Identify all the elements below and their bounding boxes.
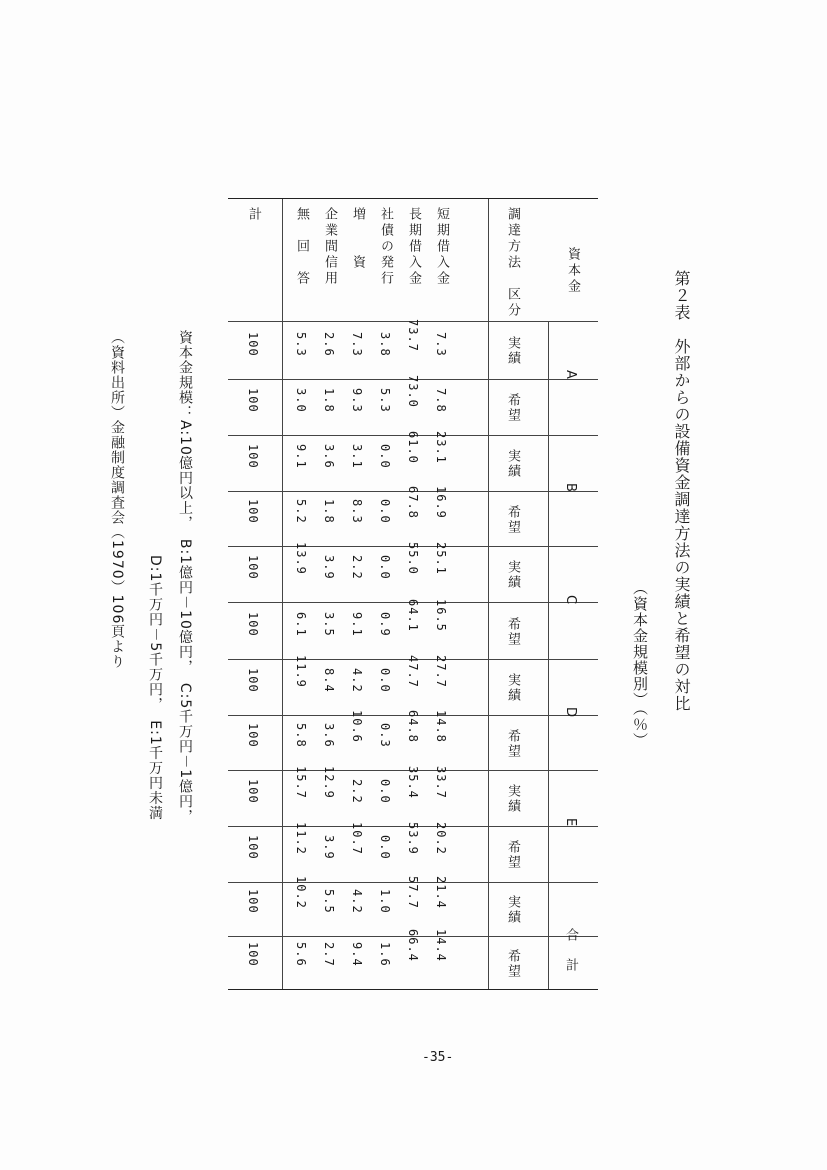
table-cell: 14.4 bbox=[434, 929, 448, 962]
table-cell: 53.9 bbox=[406, 822, 420, 855]
table-cell: 1.8 bbox=[322, 388, 336, 413]
table-cell: 16.5 bbox=[434, 599, 448, 632]
table-cell: 1.0 bbox=[378, 889, 392, 914]
table-cell: 11.2 bbox=[294, 822, 308, 855]
table-cell: 7.3 bbox=[434, 332, 448, 357]
table-cell: 66.4 bbox=[406, 929, 420, 962]
table-cell: 1.8 bbox=[322, 499, 336, 524]
table-cell: 1.6 bbox=[378, 942, 392, 967]
table-cell: 5.6 bbox=[294, 942, 308, 967]
column-subheader: 実績 bbox=[505, 673, 520, 703]
table-cell: 9.1 bbox=[350, 612, 364, 637]
corner-method-label: 調達方法 区分 bbox=[505, 207, 520, 319]
grid-line bbox=[548, 321, 549, 989]
table-cell: 61.0 bbox=[406, 431, 420, 464]
table-cell: 3.9 bbox=[322, 555, 336, 580]
table-cell: 0.0 bbox=[378, 668, 392, 693]
table-cell: 100 bbox=[246, 723, 260, 748]
table-cell: 35.4 bbox=[406, 766, 420, 799]
group-header: E bbox=[563, 818, 578, 829]
row-label: 社債の発行 bbox=[378, 207, 393, 287]
table-cell: 100 bbox=[246, 555, 260, 580]
table-cell: 3.5 bbox=[322, 612, 336, 637]
column-subheader: 実績 bbox=[505, 336, 520, 366]
table-cell: 0.9 bbox=[378, 612, 392, 637]
corner-capital-label: 資本金 bbox=[565, 247, 580, 295]
table-cell: 100 bbox=[246, 388, 260, 413]
column-subheader: 実績 bbox=[505, 895, 520, 925]
table-cell: 8.3 bbox=[350, 499, 364, 524]
table-cell: 9.3 bbox=[350, 388, 364, 413]
table-cell: 16.9 bbox=[434, 486, 448, 519]
column-subheader: 希望 bbox=[505, 728, 520, 759]
note-line-1: 資本金規模：A:10億円以上， B:1億円－10億円， C:5千万円－1億円， bbox=[177, 330, 193, 825]
column-subheader: 希望 bbox=[505, 504, 520, 535]
table-cell: 20.2 bbox=[434, 822, 448, 855]
column-subheader: 実績 bbox=[505, 449, 520, 479]
table-cell: 14.8 bbox=[434, 710, 448, 743]
table-cell: 5.3 bbox=[294, 332, 308, 357]
table-cell: 3.1 bbox=[350, 444, 364, 469]
table-cell: 21.4 bbox=[434, 876, 448, 909]
row-label: 短期借入金 bbox=[434, 207, 449, 287]
table-cell: 100 bbox=[246, 668, 260, 693]
table-cell: 0.0 bbox=[378, 779, 392, 804]
table-cell: 5.3 bbox=[378, 388, 392, 413]
grid-line bbox=[488, 199, 489, 989]
table-cell: 8.4 bbox=[322, 668, 336, 693]
table-cell: 100 bbox=[246, 835, 260, 860]
note-line-2: D:1千万円－5千万円， E:1千万円未満 bbox=[147, 555, 163, 821]
table-cell: 100 bbox=[246, 889, 260, 914]
table-cell: 2.2 bbox=[350, 555, 364, 580]
table-cell: 3.8 bbox=[378, 332, 392, 357]
table-cell: 64.8 bbox=[406, 710, 420, 743]
table-cell: 0.0 bbox=[378, 499, 392, 524]
table-cell: 100 bbox=[246, 779, 260, 804]
table-title: 第２表 外部からの設備資金調達方法の実績と希望の対比 bbox=[672, 270, 691, 712]
table-cell: 67.8 bbox=[406, 486, 420, 519]
table-cell: 9.1 bbox=[294, 444, 308, 469]
group-header: A bbox=[563, 370, 578, 381]
table-subtitle: （資本金規模別）（％） bbox=[631, 580, 649, 749]
table-cell: 0.3 bbox=[378, 723, 392, 748]
table-cell: 100 bbox=[246, 332, 260, 357]
row-label: 無 回 答 bbox=[294, 207, 309, 287]
table-cell: 9.4 bbox=[350, 942, 364, 967]
table-cell: 2.6 bbox=[322, 332, 336, 357]
table-cell: 7.3 bbox=[350, 332, 364, 357]
row-label: 長期借入金 bbox=[406, 207, 421, 287]
table-cell: 10.2 bbox=[294, 876, 308, 909]
table-cell: 57.7 bbox=[406, 876, 420, 909]
page-number: -35- bbox=[422, 1050, 454, 1065]
table-cell: 27.7 bbox=[434, 655, 448, 688]
table-cell: 3.0 bbox=[294, 388, 308, 413]
group-header: 合 計 bbox=[563, 927, 578, 973]
table-cell: 11.9 bbox=[294, 655, 308, 688]
table-cell: 2.7 bbox=[322, 942, 336, 967]
group-header: B bbox=[563, 482, 578, 494]
column-subheader: 実績 bbox=[505, 784, 520, 814]
data-table bbox=[228, 198, 598, 990]
grid-line bbox=[282, 199, 283, 989]
table-cell: 0.0 bbox=[378, 555, 392, 580]
table-cell: 6.1 bbox=[294, 612, 308, 637]
table-cell: 10.6 bbox=[350, 710, 364, 743]
table-cell: 100 bbox=[246, 612, 260, 637]
table-cell: 3.6 bbox=[322, 723, 336, 748]
table-cell: 2.2 bbox=[350, 779, 364, 804]
table-cell: 10.7 bbox=[350, 822, 364, 855]
group-header: C bbox=[563, 594, 578, 606]
table-cell: 13.9 bbox=[294, 542, 308, 575]
table-cell: 12.9 bbox=[322, 766, 336, 799]
table-cell: 5.2 bbox=[294, 499, 308, 524]
column-subheader: 希望 bbox=[505, 840, 520, 870]
group-header: D bbox=[563, 706, 578, 719]
table-cell: 0.0 bbox=[378, 444, 392, 469]
table-cell: 7.8 bbox=[434, 388, 448, 413]
table-cell: 55.0 bbox=[406, 542, 420, 575]
row-label: 増 資 bbox=[350, 207, 365, 271]
table-cell: 33.7 bbox=[434, 766, 448, 799]
table-cell: 47.7 bbox=[406, 655, 420, 688]
table-cell: 4.2 bbox=[350, 889, 364, 914]
table-cell: 100 bbox=[246, 499, 260, 524]
table-cell: 15.7 bbox=[294, 766, 308, 799]
table-cell: 3.6 bbox=[322, 444, 336, 469]
column-subheader: 希望 bbox=[505, 948, 520, 979]
column-subheader: 希望 bbox=[505, 616, 520, 647]
column-subheader: 実績 bbox=[505, 560, 520, 590]
table-cell: 100 bbox=[246, 444, 260, 469]
column-subheader: 希望 bbox=[505, 393, 520, 423]
table-cell: 4.2 bbox=[350, 668, 364, 693]
table-cell: 5.8 bbox=[294, 723, 308, 748]
table-cell: 73.7 bbox=[406, 319, 420, 352]
source-note: （資料出所）金融制度調査会（1970）106頁より bbox=[109, 330, 125, 670]
table-cell: 0.0 bbox=[378, 835, 392, 860]
table-cell: 100 bbox=[246, 942, 260, 967]
table-cell: 64.1 bbox=[406, 599, 420, 632]
table-cell: 73.0 bbox=[406, 375, 420, 408]
table-cell: 5.5 bbox=[322, 889, 336, 914]
row-label: 計 bbox=[246, 207, 261, 223]
table-cell: 25.1 bbox=[434, 542, 448, 575]
table-cell: 23.1 bbox=[434, 431, 448, 464]
table-cell: 3.9 bbox=[322, 835, 336, 860]
row-label: 企業間信用 bbox=[322, 207, 337, 287]
